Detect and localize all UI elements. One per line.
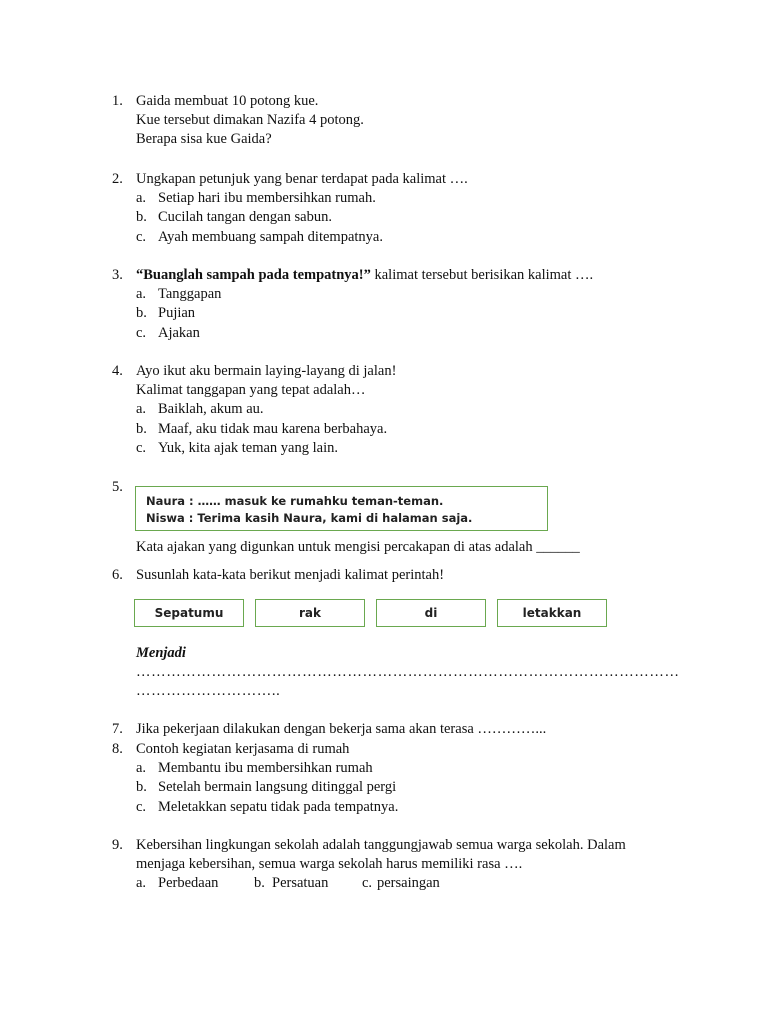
question-3 — [112, 266, 682, 343]
question-number: 5. — [112, 479, 123, 495]
option-text: Membantu ibu membersihkan rumah — [158, 760, 373, 777]
option-text: Setiap hari ibu membersihkan rumah. — [158, 190, 376, 207]
option-a — [112, 285, 682, 304]
option-letter: c. — [136, 439, 147, 456]
question-2 — [112, 170, 682, 247]
option-text: Maaf, aku tidak mau karena berbahaya. — [158, 420, 388, 437]
option-letter: b. — [136, 420, 147, 437]
question-text: Kalimat tanggapan yang tepat adalah… — [136, 382, 366, 399]
word-box-rak: rak — [255, 599, 365, 627]
question-number: 6. — [112, 567, 123, 583]
option-letter: a. — [136, 401, 147, 418]
option-c — [112, 324, 682, 343]
dialog-box — [135, 486, 548, 531]
option-letter: c. — [136, 324, 147, 341]
question-9 — [112, 836, 682, 894]
question-number: 4. — [112, 363, 123, 379]
question-text: menjaga kebersihan, semua warga sekolah harus memiliki rasa …. — [136, 856, 523, 873]
question-7 — [112, 720, 682, 739]
answer-dotted-line: ……………………….. — [136, 683, 281, 700]
dialog-line-niswa: Niswa : Terima kasih Naura, kami di halaman saja. — [146, 511, 473, 525]
question-text: Ungkapan petunjuk yang benar terdapat pada kalimat …. — [136, 171, 468, 187]
question-text: Gaida membuat 10 potong kue. — [136, 93, 319, 109]
option-c — [112, 228, 682, 247]
question-number: 1. — [112, 93, 123, 109]
dialog-line-naura: Naura : …… masuk ke rumahku teman-teman. — [146, 494, 444, 508]
question-text: Kebersihan lingkungan sekolah adalah tanggungjawab semua warga sekolah. Dalam — [136, 837, 626, 853]
quoted-sentence: “Buanglah sampah pada tempatnya!” — [136, 267, 371, 283]
option-text: Ajakan — [158, 324, 200, 341]
option-a — [112, 400, 682, 419]
answer-dotted-line: ……………………………………………………………………………………………… — [136, 664, 680, 681]
option-c — [112, 439, 682, 458]
option-text: Pujian — [158, 305, 196, 322]
option-text: Baiklah, akum au. — [158, 401, 264, 418]
option-text: Cucilah tangan dengan sabun. — [158, 209, 332, 226]
option-text: Meletakkan sepatu tidak pada tempatnya. — [158, 798, 399, 815]
option-b — [112, 208, 682, 227]
option-letter: c. — [362, 875, 373, 892]
question-number: 2. — [112, 171, 123, 187]
question-text: Berapa sisa kue Gaida? — [136, 131, 272, 148]
question-1 — [112, 92, 682, 150]
option-text: Persatuan — [272, 875, 329, 892]
word-box-di: di — [376, 599, 486, 627]
option-b — [112, 304, 682, 323]
option-letter: a. — [136, 190, 147, 207]
question-5-prompt — [112, 538, 682, 557]
option-letter: a. — [136, 760, 147, 777]
option-text: Tanggapan — [158, 286, 222, 303]
word-box-sepatumu: Sepatumu — [134, 599, 244, 627]
question-text: Ayo ikut aku bermain laying-layang di jalan! — [136, 363, 397, 379]
option-text: Yuk, kita ajak teman yang lain. — [158, 439, 338, 456]
question-6-answer — [112, 644, 682, 702]
option-letter: b. — [254, 875, 265, 892]
option-letter: a. — [136, 875, 147, 892]
option-letter: b. — [136, 209, 147, 226]
option-a — [112, 759, 682, 778]
option-b — [112, 778, 682, 797]
question-number: 8. — [112, 741, 123, 757]
option-text: Perbedaan — [158, 875, 219, 892]
question-text — [136, 266, 593, 285]
option-text: persaingan — [377, 875, 440, 892]
question-number: 7. — [112, 721, 123, 737]
question-text: Jika pekerjaan dilakukan dengan bekerja sama akan terasa …………... — [136, 721, 547, 737]
question-number: 3. — [112, 267, 123, 283]
question-number: 9. — [112, 837, 123, 853]
question-6 — [112, 566, 682, 585]
option-letter: a. — [136, 286, 147, 303]
option-letter: b. — [136, 779, 147, 796]
question-text-rest: kalimat tersebut berisikan kalimat …. — [370, 267, 594, 283]
question-text: Contoh kegiatan kerjasama di rumah — [136, 741, 350, 757]
option-c — [112, 798, 682, 817]
option-text: Setelah bermain langsung ditinggal pergi — [158, 779, 397, 796]
option-text: Ayah membuang sampah ditempatnya. — [158, 228, 383, 245]
word-box-letakkan: letakkan — [497, 599, 607, 627]
question-text: Kue tersebut dimakan Nazifa 4 potong. — [136, 112, 364, 129]
option-b — [112, 420, 682, 439]
inline-options — [112, 874, 682, 893]
option-letter: c. — [136, 798, 147, 815]
question-text: Susunlah kata-kata berikut menjadi kalimat perintah! — [136, 567, 445, 583]
menjadi-label: Menjadi — [136, 645, 186, 661]
question-8 — [112, 740, 682, 817]
question-text: Kata ajakan yang digunkan untuk mengisi percakapan di atas adalah ______ — [136, 539, 580, 555]
question-4 — [112, 362, 682, 458]
option-letter: c. — [136, 228, 147, 245]
option-letter: b. — [136, 305, 147, 322]
option-a — [112, 189, 682, 208]
